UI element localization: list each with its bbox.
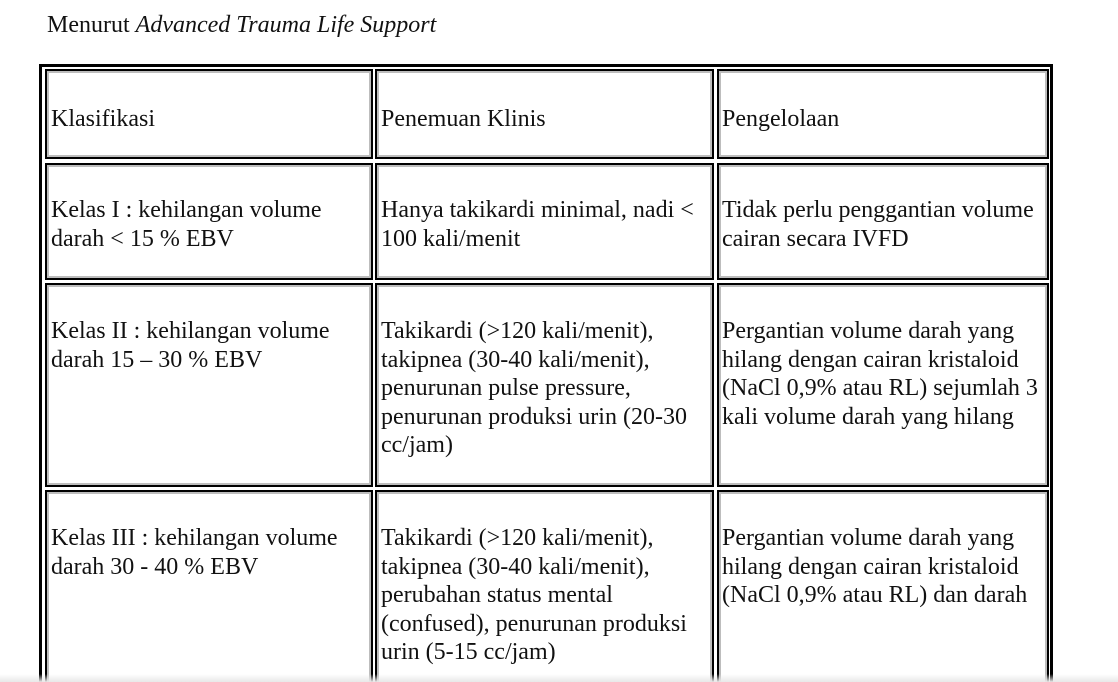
page-bottom-edge [0,674,1118,682]
header-cell-klasifikasi [45,69,373,159]
cell-text: Kelas II : kehilangan volume darah 15 – 30 % EBV [51,318,330,373]
header-label: Penemuan Klinis [381,106,546,132]
cell-text: Tidak perlu penggantian volume cairan secara IVFD [722,197,1034,252]
table-cell-pengelolaan [717,163,1049,280]
header-cell-pengelolaan [717,69,1049,159]
table-cell-pengelolaan [717,283,1049,487]
table-cell-penemuan-klinis [375,490,714,682]
heading-italic-title: Advanced Trauma Life Support [135,12,437,38]
heading-prefix: Menurut [47,12,130,38]
table-cell-pengelolaan [717,490,1049,682]
table-cell-klasifikasi [45,163,373,280]
cell-text: Hanya takikardi minimal, nadi < 100 kali/menit [381,197,694,252]
cell-text: Pergantian volume darah yang hilang dengan cairan kristaloid (NaCl 0,9% atau RL) dan darah [722,525,1028,608]
cell-text: Kelas III : kehilangan volume darah 30 - 40 % EBV [51,525,338,580]
atls-classification-table [39,64,1053,682]
table-cell-klasifikasi [45,490,373,682]
table-cell-klasifikasi [45,283,373,487]
cell-text: Kelas I : kehilangan volume darah < 15 % EBV [51,197,322,252]
header-label: Pengelolaan [722,106,840,132]
cell-text: Takikardi (>120 kali/menit), takipnea (30-40 kali/menit), perubahan status mental (confused), penurunan produksi urin (5-15 cc/jam) [381,525,687,665]
document-heading [47,10,436,40]
header-label: Klasifikasi [51,106,155,132]
table-cell-penemuan-klinis [375,283,714,487]
cell-text: Pergantian volume darah yang hilang dengan cairan kristaloid (NaCl 0,9% atau RL) sejumlah 3 kali volume darah yang hilang [722,318,1038,430]
cell-text: Takikardi (>120 kali/menit), takipnea (30-40 kali/menit), penurunan pulse pressure, penurunan produksi urin (20-30 cc/jam) [381,318,687,458]
table-cell-penemuan-klinis [375,163,714,280]
header-cell-penemuan-klinis [375,69,714,159]
